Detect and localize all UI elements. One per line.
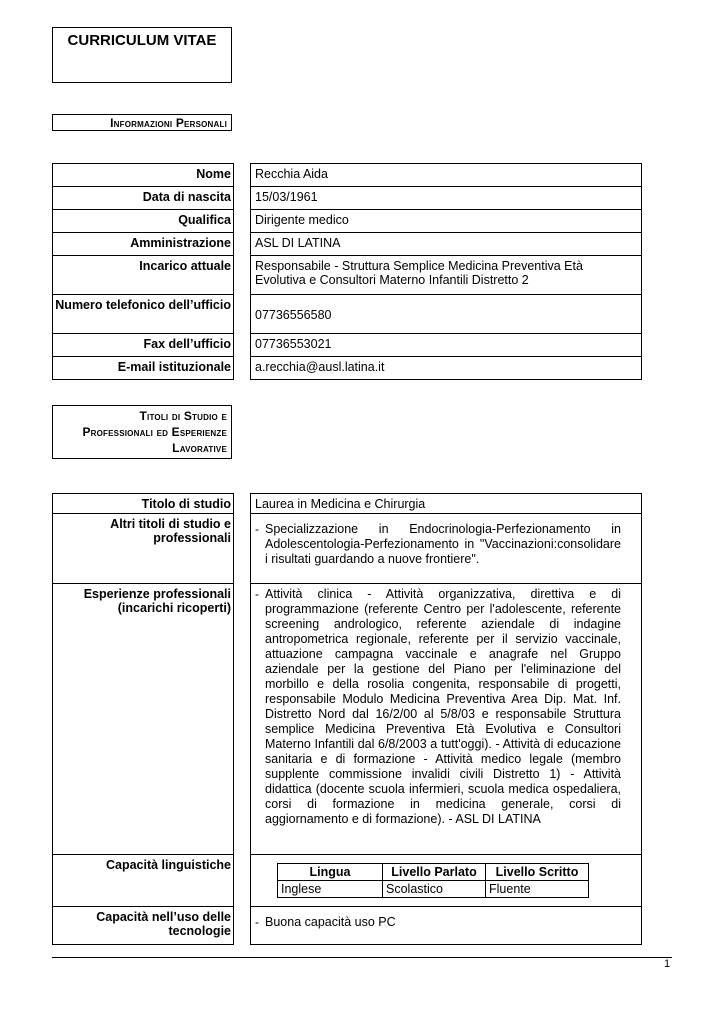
personal-label: Numero telefonico dell’ufficio bbox=[53, 295, 234, 334]
personal-value: ASL DI LATINA bbox=[251, 233, 642, 256]
altri-titoli-cell bbox=[251, 514, 642, 584]
titolo-value: Laurea in Medicina e Chirurgia bbox=[251, 494, 642, 514]
personal-label: Amministrazione bbox=[53, 233, 234, 256]
tecnologie-value: Buona capacità uso PC bbox=[265, 915, 396, 929]
altri-titoli-value: Specializzazione in Endocrinologia-Perfezionamento in Adolescentologia-Perfezionamento in "Vaccinazioni:consolidare i risultati guardando a nuove frontiere". bbox=[265, 522, 621, 566]
language-header: Livello Parlato bbox=[383, 864, 486, 881]
titolo-label: Titolo di studio bbox=[53, 494, 234, 514]
personal-value: Responsabile - Struttura Semplice Medicina Preventiva Età Evolutiva e Consultori Materno Infantili Distretto 2 bbox=[251, 256, 642, 295]
personal-label: E-mail istituzionale bbox=[53, 357, 234, 380]
language-cell: Scolastico bbox=[383, 881, 486, 898]
row-altri-titoli bbox=[53, 514, 642, 584]
studies-table bbox=[52, 493, 642, 945]
personal-value: a.recchia@ausl.latina.it bbox=[251, 357, 642, 380]
page-number: 1 bbox=[664, 958, 671, 970]
language-header: Lingua bbox=[278, 864, 383, 881]
row-titolo bbox=[53, 494, 642, 514]
personal-value: 07736556580 bbox=[251, 295, 642, 334]
personal-label: Nome bbox=[53, 164, 234, 187]
language-header: Livello Scritto bbox=[486, 864, 589, 881]
bullet: - bbox=[255, 915, 259, 929]
language-cell: Fluente bbox=[486, 881, 589, 898]
row-tecnologie bbox=[53, 907, 642, 945]
bullet: - bbox=[255, 522, 259, 536]
esperienze-value: Attività clinica - Attività organizzativa, direttiva e di programmazione (referente Centro per l'adolescente, referente screening andrologico, referente aziendale di indagine antropometrica regionale, referente per il servizio vaccinale, attuazione campagna vaccinale e anagrafe nel Gruppo aziendale per la gestione del Piano per l'eliminazione del morbillo e della rosolia congenita, responsabile di progetti, responsabile Modulo Medicina Preventiva Area Dip. Mat. Inf. Distretto Nord dal 16/2/00 al 5/8/03 e responsabile Struttura semplice Medicina Preventiva Età Evolutiva e Consultori Materno Infantili dal 6/8/2003 a tutt'oggi). - Attività di educazione sanitaria e di formazione - Attività medico legale (membro supplente commissione invalidi civili Distretto 1) - Attività didattica (docente scuola infermieri, scuola medica ospedaliera, corsi di formazione in medicina generale, corsi di aggiornamento e di formazione). - ASL DI LATINA bbox=[265, 587, 621, 826]
cv-title-box bbox=[52, 27, 232, 83]
lingue-label: Capacità linguistiche bbox=[53, 855, 234, 907]
personal-row bbox=[53, 256, 642, 295]
tecnologie-label: Capacità nell’uso delle tecnologie bbox=[53, 907, 234, 945]
personal-value: 07736553021 bbox=[251, 334, 642, 357]
personal-value: Dirigente medico bbox=[251, 210, 642, 233]
personal-section-heading: Informazioni Personali bbox=[52, 114, 232, 131]
personal-value: 15/03/1961 bbox=[251, 187, 642, 210]
studies-section-heading: Titoli di Studio e Professionali ed Esperienze Lavorative bbox=[52, 405, 232, 459]
cv-title: CURRICULUM VITAE bbox=[67, 32, 217, 49]
personal-label: Incarico attuale bbox=[53, 256, 234, 295]
personal-row bbox=[53, 210, 642, 233]
personal-label: Data di nascita bbox=[53, 187, 234, 210]
language-row bbox=[278, 881, 589, 898]
personal-info-table bbox=[52, 163, 642, 380]
row-esperienze bbox=[53, 584, 642, 855]
personal-row bbox=[53, 295, 642, 334]
row-lingue bbox=[53, 855, 642, 907]
personal-row bbox=[53, 187, 642, 210]
altri-titoli-label: Altri titoli di studio e professionali bbox=[53, 514, 234, 584]
personal-row bbox=[53, 164, 642, 187]
personal-label: Qualifica bbox=[53, 210, 234, 233]
tecnologie-cell bbox=[251, 907, 642, 945]
footer-rule bbox=[52, 957, 672, 958]
personal-row bbox=[53, 357, 642, 380]
personal-row bbox=[53, 334, 642, 357]
esperienze-label: Esperienze professionali (incarichi ricoperti) bbox=[53, 584, 234, 855]
personal-value: Recchia Aida bbox=[251, 164, 642, 187]
personal-row bbox=[53, 233, 642, 256]
esperienze-cell bbox=[251, 584, 642, 855]
bullet: - bbox=[255, 587, 259, 601]
language-cell: Inglese bbox=[278, 881, 383, 898]
lingue-cell bbox=[251, 855, 642, 907]
language-table bbox=[277, 863, 589, 898]
personal-label: Fax dell’ufficio bbox=[53, 334, 234, 357]
